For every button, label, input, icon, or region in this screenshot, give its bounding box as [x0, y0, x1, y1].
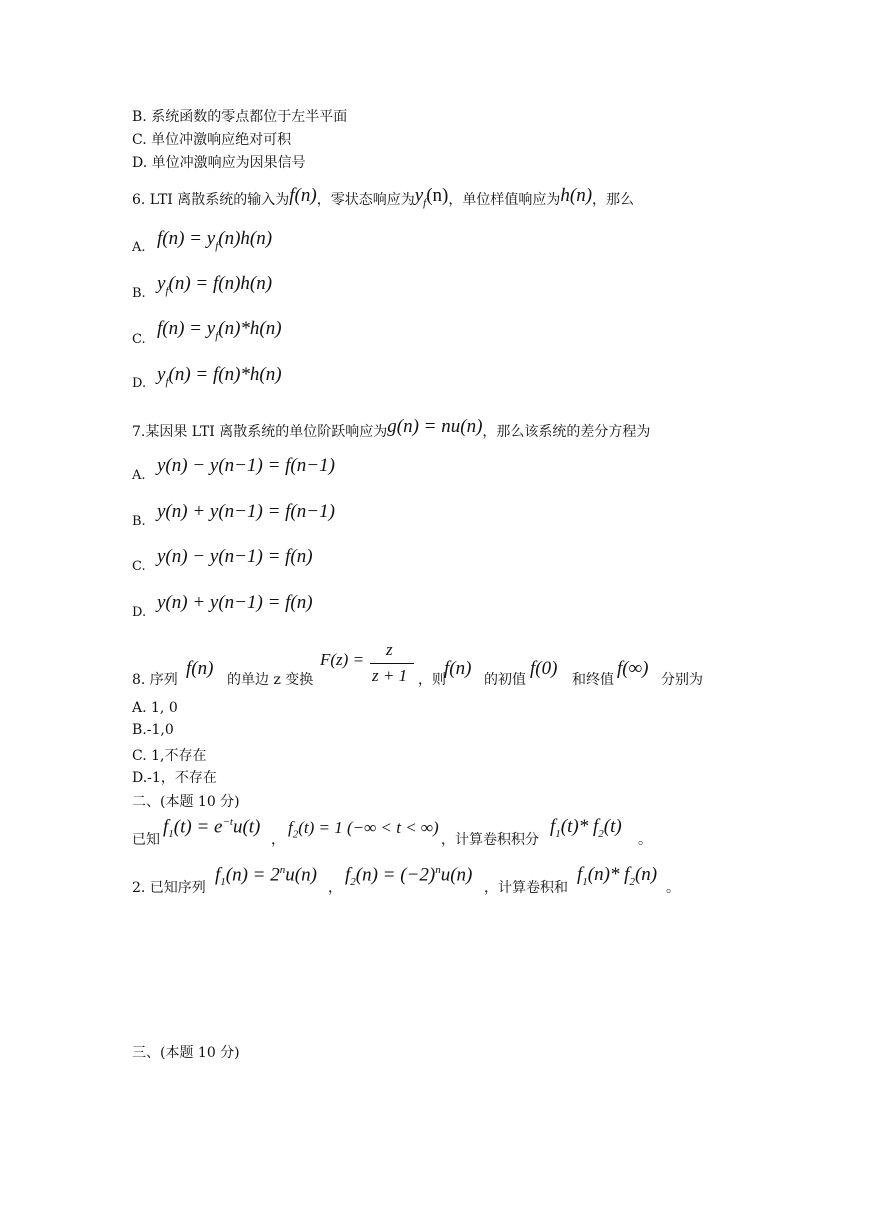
q6-option-b-expr: $y_f(n) = f(n)h(n)$ [157, 273, 273, 297]
math-f-n-2: f(n) [444, 658, 472, 679]
q8-stem-e: 和终值 [572, 672, 614, 688]
fraction-bar [370, 663, 414, 664]
q7-option-b-label: B. [132, 514, 146, 529]
sec2-p2-b: ， [328, 880, 342, 896]
q8-stem-b: 的单边 z 变换 [227, 672, 314, 688]
q7-option-a-label: A. [132, 468, 146, 483]
q5-option-c: C. 单位冲激响应绝对可积 [132, 132, 292, 148]
math-f-inf: f(∞) [617, 658, 649, 679]
q8-option-a: A. 1, 0 [132, 700, 178, 716]
q5-option-d: D. 单位冲激响应为因果信号 [132, 155, 306, 171]
math-g-n: g(n) = nu(n) [387, 416, 483, 437]
q8-stem-f: 分别为 [661, 672, 703, 688]
q7-option-c-expr: y(n) − y(n−1) = f(n) [157, 546, 313, 567]
math-yf-n: $y_f(n)$ [414, 185, 449, 209]
sec2-p1-a: 已知 [132, 832, 160, 848]
math-f2-t: $f_2(t) = 1$ (−∞ < t < ∞) [288, 818, 439, 841]
q7-option-c-label: C. [132, 559, 146, 574]
sec2-p2-a: 2. 已知序列 [132, 880, 206, 896]
section-3-title: 三、(本题 10 分) [132, 1045, 240, 1061]
q6-option-c-expr: $f(n) = y_f(n)*h(n)$ [157, 318, 282, 342]
q7-option-d-expr: y(n) + y(n−1) = f(n) [157, 592, 313, 613]
q8-option-c: C. 1,不存在 [132, 748, 207, 764]
section-2-title: 二、(本题 10 分) [132, 794, 240, 810]
q7-stem: 7.某因果 LTI 离散系统的单位阶跃响应为g(n) = nu(n)，那么该系统的差分方程为 [132, 416, 651, 440]
math-f2-n: $f_2(n) = (-2)^nu(n)$ [345, 864, 473, 889]
sec2-p1-b: ， [271, 832, 285, 848]
q8-stem-a: 8. 序列 [132, 672, 178, 688]
q5-option-b: B. 系统函数的零点都位于左半平面 [132, 109, 348, 125]
q6-option-c-label: C. [132, 332, 146, 347]
sec2-p1-d: 。 [638, 832, 652, 848]
math-Fz: F(z) = [320, 650, 365, 669]
q8-stem-c: ，则 [418, 672, 446, 688]
q8-option-d: D.-1，不存在 [132, 770, 217, 786]
sec2-p2-c: ，计算卷积和 [484, 880, 568, 896]
q8-option-b: B.-1,0 [132, 722, 174, 738]
q6-option-b-label: B. [132, 286, 146, 301]
math-conv-t: $f_1(t)*$ $f_2(t)$ [550, 816, 622, 840]
math-frac-den: z + 1 [372, 666, 408, 685]
q7-option-d-label: D. [132, 605, 147, 620]
q6-stem: 6. LTI 离散系统的输入为f(n)，零状态响应为$y_f(n)$，单位样值响应为h(n)，那么 [132, 185, 635, 209]
math-h-n: h(n) [560, 185, 593, 206]
math-conv-n: $f_1(n)*$ $f_2(n)$ [577, 864, 658, 888]
math-f1-n: $f_1(n) = 2^nu(n)$ [215, 864, 317, 889]
sec2-p2-d: 。 [666, 880, 680, 896]
math-f-n: f(n) [289, 185, 317, 206]
q6-option-a-label: A. [132, 240, 146, 255]
math-f-n: f(n) [186, 658, 214, 679]
q7-option-b-expr: y(n) + y(n−1) = f(n−1) [157, 501, 335, 522]
q6-option-a-expr: $f(n) = y_f(n)h(n)$ [157, 228, 273, 252]
q6-option-d-label: D. [132, 376, 147, 391]
q8-stem-d: 的初值 [484, 672, 526, 688]
math-f-0: f(0) [530, 658, 558, 679]
q7-option-a-expr: y(n) − y(n−1) = f(n−1) [157, 455, 335, 476]
math-f1-t: $f_1(t) = e^{-t}u(t)$ [163, 816, 261, 841]
q6-option-d-expr: $y_f(n) = f(n)*h(n)$ [157, 364, 282, 388]
math-frac-num: z [386, 640, 393, 659]
sec2-p1-c: ，计算卷积积分 [441, 832, 539, 848]
